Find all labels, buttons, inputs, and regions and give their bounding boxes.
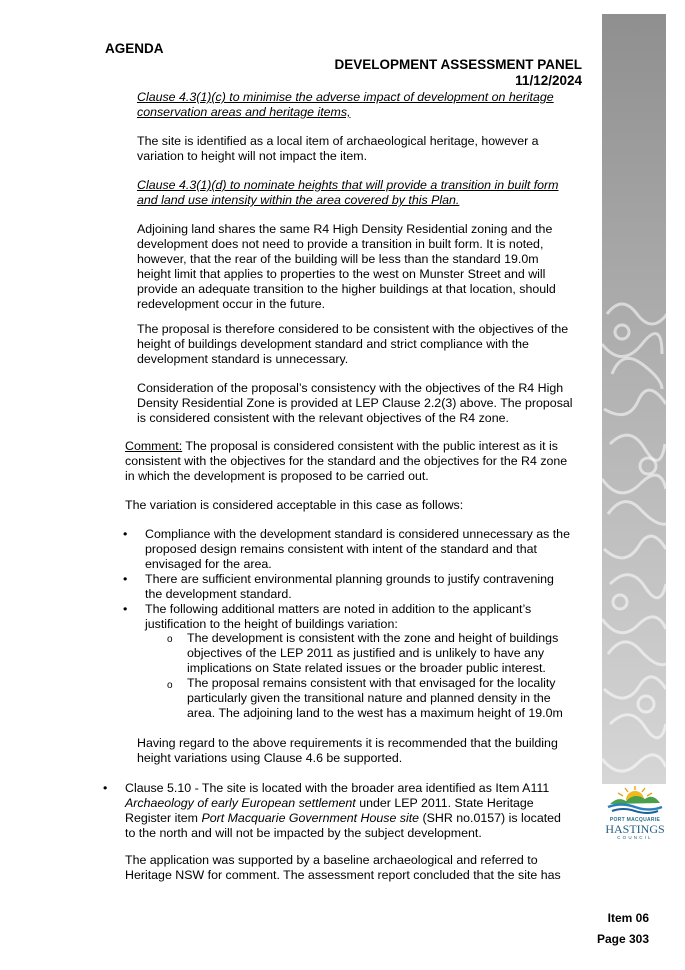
text-line: development does not need to provide a transition in built form. It is noted, [137,237,544,251]
text-line: Compliance with the development standard is considered unnecessary as the [145,527,570,541]
text-line: The application was supported by a baseline archaeological and referred to [125,853,538,867]
text-line: however, that the rear of the building will be less than the standard 19.0m [137,252,539,266]
text-line: area. The adjoining land to the west has a maximum height of 19.0m [187,706,563,720]
bullet-circle: o [167,680,173,691]
text-line: Heritage NSW for comment. The assessment report concluded that the site has [125,868,561,882]
panel-heading [334,57,582,89]
text-line: Density Residential Zone is provided at LEP Clause 2.2(3) above. The proposal [137,396,573,410]
text-line: in which the development is proposed to be carried out. [125,469,429,483]
panel-title: DEVELOPMENT ASSESSMENT PANEL [334,57,582,72]
regard-paragraph [137,736,558,766]
text-span: (SHR no.0157) is located [419,811,561,825]
text-line: The proposal is therefore considered to be consistent with the objectives of the [137,322,569,336]
text-line: provide an adequate transition to the higher buildings at that location, should [137,282,556,296]
text-line: There are sufficient environmental planning grounds to justify contravening [145,572,554,586]
text-line: The development is consistent with the zone and height of buildings [187,631,559,645]
text-line: is considered consistent with the relevant objectives of the R4 zone. [137,411,509,425]
logo-emblem-icon [604,786,666,814]
bullet-additional-matters [145,602,531,632]
text-line: development standard is unnecessary. [137,352,349,366]
text-line: justification to the height of buildings variation: [145,617,398,631]
bullet-disc: • [123,602,128,616]
text-span: under LEP 2011. State Heritage [355,796,534,810]
logo-text-council: COUNCIL [617,835,653,840]
text-span: Register item [125,811,202,825]
item-number: Item 06 [607,911,649,925]
text-line: Having regard to the above requirements it is recommended that the building [137,736,558,750]
text-line: proposed design remains consistent with intent of the standard and that [145,542,537,556]
text-line: variation to height will not impact the item. [137,149,368,163]
text-span: Port Macquarie Government House site [201,811,420,825]
text-line: Adjoining land shares the same R4 High Density Residential zoning and the [137,222,553,236]
logo-text-port-macquarie: PORT MACQUARIE [609,817,661,823]
bullet-disc: • [103,781,108,795]
agenda-heading: AGENDA [105,41,164,56]
text-line: The proposal remains consistent with that envisaged for the locality [187,676,556,690]
bullet-disc: • [123,572,128,586]
comment-label: Comment: [125,439,183,453]
consistency-paragraph [137,322,568,367]
text-line: and land use intensity within the area covered by this Plan. [137,193,460,207]
application-paragraph [125,853,561,883]
text-line: Consideration of the proposal’s consistency with the objectives of the R4 High [137,381,564,395]
text-line: envisaged for the area. [145,557,272,571]
clause-5-10-paragraph [125,781,561,841]
text-span: Archaeology of early European settlement [125,796,356,810]
comment-paragraph [125,439,567,484]
page-number: Page 303 [596,932,649,946]
text-span: The proposal is considered consistent with the public interest as it is [182,439,558,453]
clause-c-objective [137,90,554,120]
r4-zone-paragraph [137,381,573,426]
text-line: to the north and will not be impacted by the subject development. [125,826,482,840]
text-line: height variations using Clause 4.6 be supported. [137,751,403,765]
text-line: Clause 5.10 - The site is located with the broader area identified as Item A111 [125,781,550,795]
heritage-paragraph [137,134,539,164]
text-line: The following additional matters are noted in addition to the applicant’s [145,602,532,616]
text-line: particularly given the transitional nature and planned density in the [187,691,551,705]
acceptable-paragraph: The variation is considered acceptable in this case as follows: [125,498,464,512]
text-line: conservation areas and heritage items, [137,105,351,119]
council-logo [604,786,666,846]
text-line: consistent with the objectives for the standard and the objectives for the R4 zone [125,454,568,468]
sub-bullet-zone-consistency [187,631,558,676]
text-line: Clause 4.3(1)(d) to nominate heights that will provide a transition in built form [137,178,559,192]
text-line: height limit that applies to properties to the west on Munster Street and will [137,267,546,281]
bullet-planning-grounds [145,572,554,602]
bullet-disc: • [123,527,128,541]
meeting-date: 11/12/2024 [515,73,582,88]
text-line: Clause 4.3(1)(c) to minimise the adverse impact of development on heritage [137,90,554,104]
text-line: redevelopment occur in the future. [137,297,326,311]
adjoining-land-paragraph [137,222,556,312]
text-line: height of buildings development standard and strict compliance with the [137,337,529,351]
text-line: implications on State related issues or the broader public interest. [187,661,546,675]
decorative-side-strip [602,14,666,784]
text-line: The site is identified as a local item of archaeological heritage, however a [137,134,539,148]
logo-text-hastings: HASTINGS [605,822,665,836]
clause-d-objective [137,178,559,208]
bullet-compliance [145,527,570,572]
text-line: the development standard. [145,587,292,601]
sub-bullet-locality [187,676,563,721]
bullet-circle: o [167,634,173,645]
text-line: objectives of the LEP 2011 as justified and is unlikely to have any [187,646,545,660]
